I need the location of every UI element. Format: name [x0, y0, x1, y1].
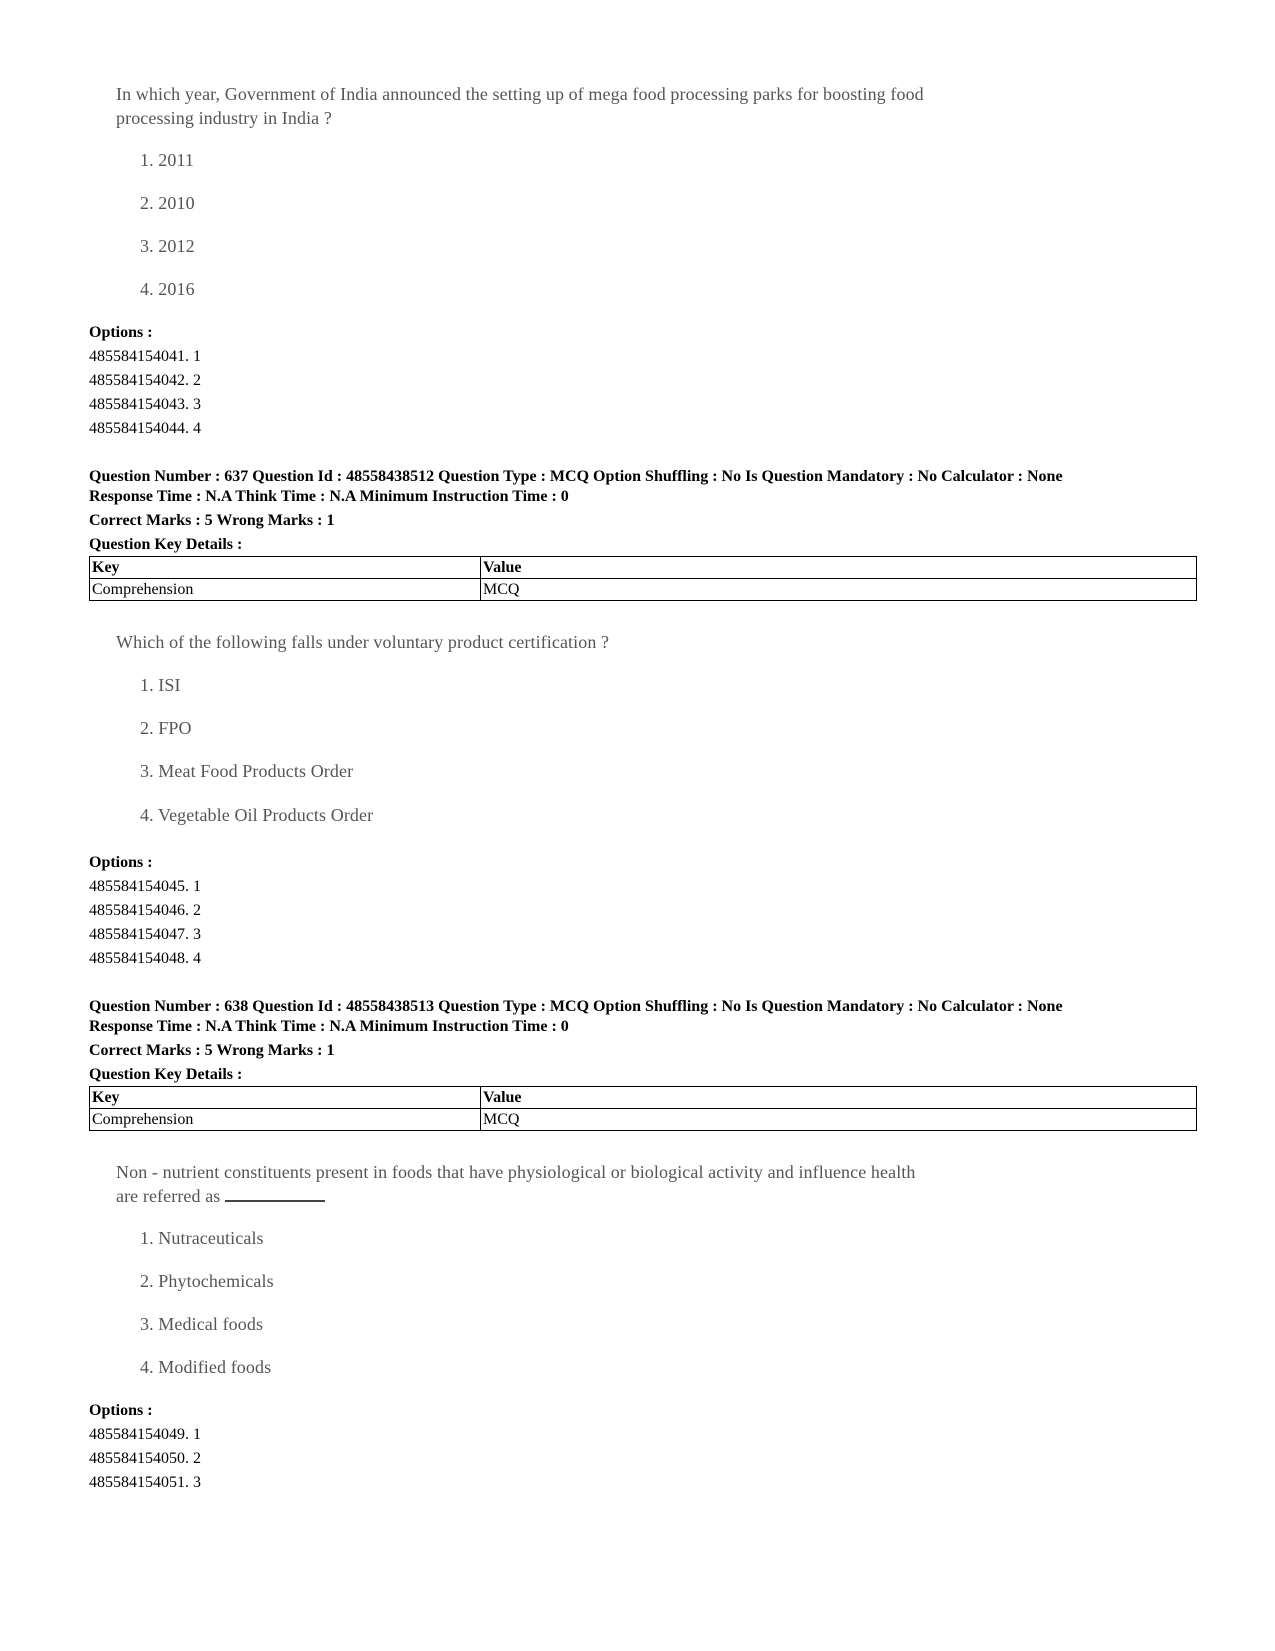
option-id: 485584154049. 1 [89, 1426, 201, 1443]
question-text-line: are referred as [116, 1186, 221, 1206]
key-header: Key [90, 557, 481, 579]
choice-2: 2. FPO [140, 718, 192, 738]
question-meta-637 [89, 467, 1063, 555]
options-title: Options : [89, 324, 153, 341]
choice-4: 4. Modified foods [140, 1357, 272, 1377]
question-text-line-with-blank [116, 1184, 1006, 1208]
question-image-1 [116, 82, 1006, 299]
options-title: Options : [89, 854, 153, 871]
option-id: 485584154047. 3 [89, 926, 201, 943]
options-list-1 [89, 321, 201, 441]
options-list-2 [89, 851, 201, 971]
question-meta-line: Question Number : 637 Question Id : 48558438512 Question Type : MCQ Option Shuffling : No Is Question Mandatory : No Calculator : None [89, 468, 1063, 485]
option-id: 485584154051. 3 [89, 1474, 201, 1491]
value-header: Value [481, 557, 1197, 579]
choice-2: 2. Phytochemicals [140, 1271, 274, 1291]
question-key-details-title: Question Key Details : [89, 1066, 243, 1083]
key-cell: Comprehension [90, 1109, 481, 1131]
choice-1: 1. ISI [140, 675, 181, 695]
question-key-table [89, 1086, 1197, 1131]
choice-4: 4. Vegetable Oil Products Order [140, 805, 374, 825]
question-meta-line: Response Time : N.A Think Time : N.A Minimum Instruction Time : 0 [89, 1018, 569, 1035]
question-text: In which year, Government of India announced the setting up of mega food processing parks for boosting food processing industry in India ? [116, 84, 924, 128]
question-text: Which of the following falls under voluntary product certification ? [116, 632, 610, 652]
question-key-table [89, 556, 1197, 601]
option-id: 485584154045. 1 [89, 878, 201, 895]
option-id: 485584154048. 4 [89, 950, 201, 967]
options-title: Options : [89, 1402, 153, 1419]
option-id: 485584154041. 1 [89, 348, 201, 365]
value-cell: MCQ [481, 1109, 1197, 1131]
choice-1: 1. 2011 [140, 150, 195, 170]
key-header: Key [90, 1087, 481, 1109]
option-id: 485584154044. 4 [89, 420, 201, 437]
question-text-line: Non - nutrient constituents present in foods that have physiological or biological activity and influence health [116, 1162, 916, 1182]
choice-3: 3. 2012 [140, 236, 195, 256]
options-list-3 [89, 1399, 201, 1495]
question-key-details-title: Question Key Details : [89, 536, 243, 553]
option-id: 485584154042. 2 [89, 372, 201, 389]
choice-2: 2. 2010 [140, 193, 195, 213]
choice-3: 3. Medical foods [140, 1314, 264, 1334]
choice-1: 1. Nutraceuticals [140, 1228, 264, 1248]
choice-3: 3. Meat Food Products Order [140, 761, 354, 781]
question-image-2 [116, 630, 1006, 825]
question-meta-638 [89, 997, 1063, 1085]
option-id: 485584154043. 3 [89, 396, 201, 413]
question-meta-line: Response Time : N.A Think Time : N.A Minimum Instruction Time : 0 [89, 488, 569, 505]
question-marks: Correct Marks : 5 Wrong Marks : 1 [89, 512, 335, 529]
fill-in-blank [225, 1186, 325, 1202]
option-id: 485584154050. 2 [89, 1450, 201, 1467]
choice-4: 4. 2016 [140, 279, 195, 299]
key-cell: Comprehension [90, 579, 481, 601]
question-marks: Correct Marks : 5 Wrong Marks : 1 [89, 1042, 335, 1059]
value-header: Value [481, 1087, 1197, 1109]
question-meta-line: Question Number : 638 Question Id : 48558438513 Question Type : MCQ Option Shuffling : No Is Question Mandatory : No Calculator : None [89, 998, 1063, 1015]
value-cell: MCQ [481, 579, 1197, 601]
question-image-3 [116, 1160, 1006, 1377]
option-id: 485584154046. 2 [89, 902, 201, 919]
